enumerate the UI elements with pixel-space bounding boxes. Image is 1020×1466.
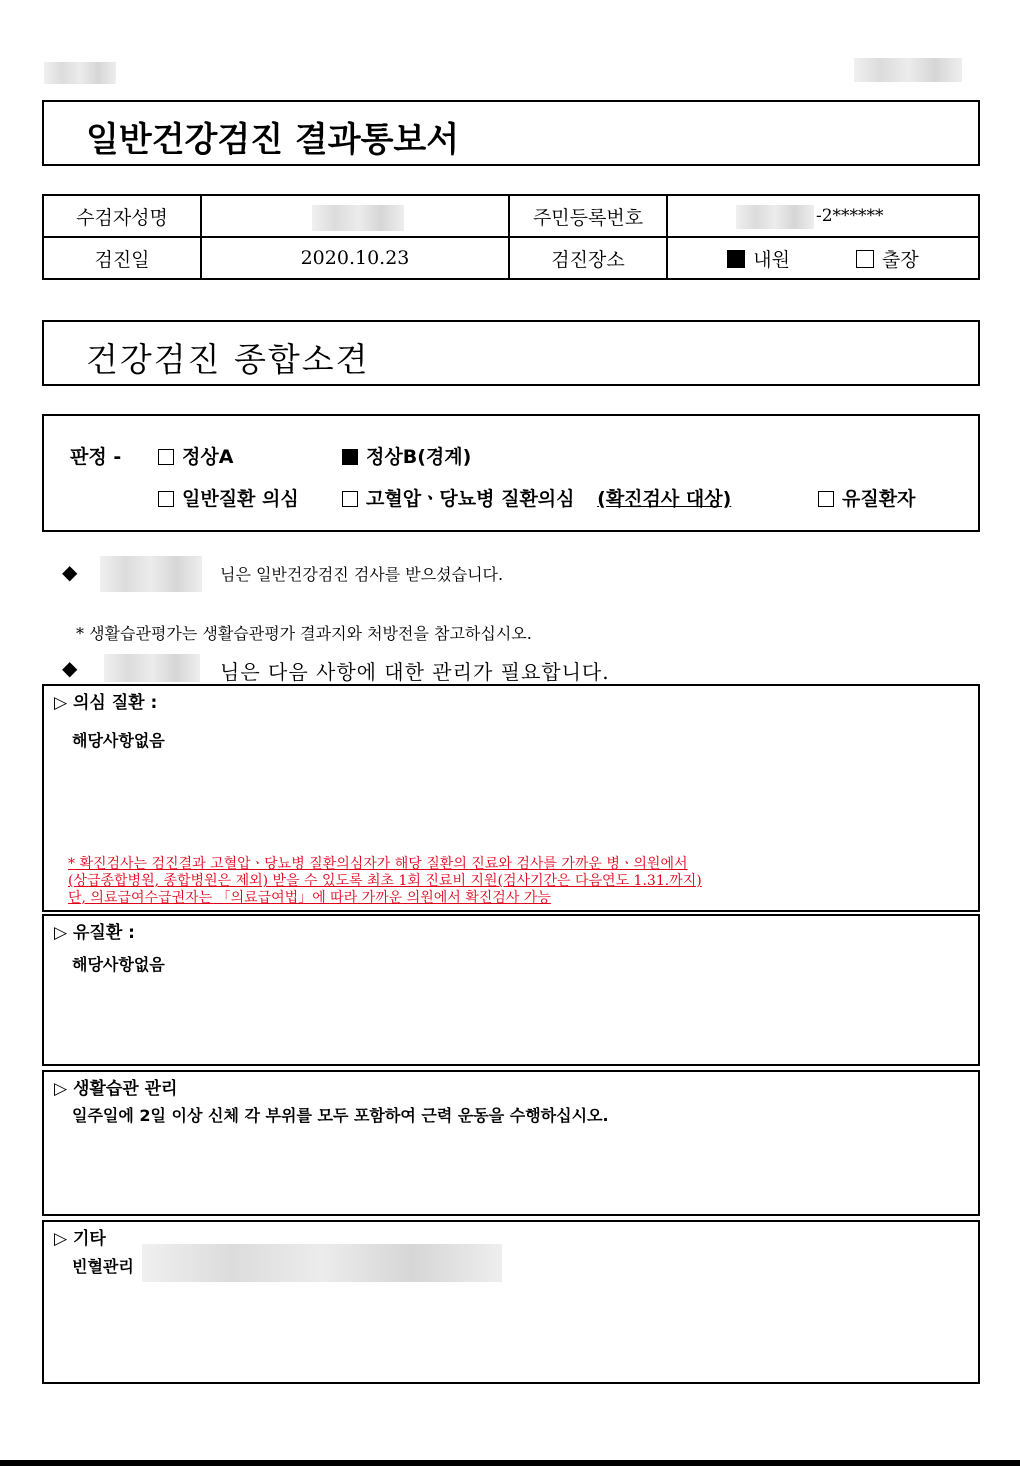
lifestyle-section xyxy=(42,1070,980,1216)
opt-normal-a xyxy=(158,442,233,469)
place-visit-label: 내원 xyxy=(753,248,790,271)
place-outside-label: 출장 xyxy=(882,248,919,271)
received-note: 님은 일반건강검진 검사를 받으셨습니다. xyxy=(220,565,504,584)
hbp-checkbox[interactable] xyxy=(342,491,358,507)
redacted-name xyxy=(312,205,404,231)
opt-hbp xyxy=(342,484,731,511)
place-label: 검진장소 xyxy=(509,237,667,279)
suspect-heading: ▷ 의심 질환 : xyxy=(54,693,158,713)
report-title: 일반건강검진 결과통보서 xyxy=(86,120,460,160)
normal-b-label: 정상B(경계) xyxy=(366,446,472,468)
diamond-bullet-1: ◆ xyxy=(62,560,78,584)
rrn-suffix: -2****** xyxy=(816,206,884,226)
redacted-name-3 xyxy=(104,654,200,682)
place-options xyxy=(667,237,979,279)
disease-heading: ▷ 유질환 : xyxy=(54,923,135,943)
judgement-box xyxy=(42,414,980,532)
management-note: 님은 다음 사항에 대한 관리가 필요합니다. xyxy=(220,660,610,684)
date-value: 2020.10.23 xyxy=(201,237,509,279)
place-outside-checkbox[interactable] xyxy=(856,250,874,268)
confirm-notice-3: 단, 의료급여수급권자는 「의료급여법」에 따라 가까운 의원에서 확진검사 가능 xyxy=(68,890,551,906)
date-label: 검진일 xyxy=(43,237,201,279)
name-label: 수검자성명 xyxy=(43,195,201,237)
confirm-label: (확진검사 대상) xyxy=(597,488,732,510)
disease-checkbox[interactable] xyxy=(818,491,834,507)
suspect-disease-section xyxy=(42,684,980,912)
patient-info-table xyxy=(42,194,980,280)
redacted-header-right xyxy=(854,58,962,82)
page-bottom-rule xyxy=(0,1460,1020,1466)
redacted-other-detail xyxy=(142,1244,502,1282)
hbp-label: 고혈압ㆍ당뇨병 질환의심 xyxy=(366,488,575,510)
general-label: 일반질환 의심 xyxy=(182,488,299,510)
other-body: 빈혈관리 xyxy=(72,1257,134,1276)
redacted-name-2 xyxy=(100,556,202,592)
lifestyle-heading: ▷ 생활습관 관리 xyxy=(54,1079,178,1099)
disease-body: 해당사항없음 xyxy=(72,955,165,974)
report-title-box xyxy=(42,100,980,166)
place-visit-checkbox[interactable] xyxy=(727,250,745,268)
other-heading: ▷ 기타 xyxy=(54,1229,106,1249)
judgement-label: 판정 - xyxy=(70,446,122,468)
opt-general xyxy=(158,484,299,511)
other-section xyxy=(42,1220,980,1384)
summary-title: 건강검진 종합소견 xyxy=(86,340,370,379)
disease-label: 유질환자 xyxy=(842,488,916,510)
normal-a-label: 정상A xyxy=(182,446,234,468)
confirm-notice-1: * 확진검사는 검진결과 고혈압ㆍ당뇨병 질환의심자가 해당 질환의 진료와 검사를 가까운 병ㆍ의원에서 xyxy=(68,856,688,872)
redacted-header-left xyxy=(44,62,116,84)
rrn-label: 주민등록번호 xyxy=(509,195,667,237)
opt-normal-b xyxy=(342,442,471,469)
lifestyle-body: 일주일에 2일 이상 신체 각 부위를 모두 포함하여 근력 운동을 수행하십시오. xyxy=(72,1106,609,1125)
rrn-value xyxy=(667,195,979,237)
general-checkbox[interactable] xyxy=(158,491,174,507)
confirm-notice-2: (상급종합병원, 종합병원은 제외) 받을 수 있도록 최초 1회 진료비 지원(검사기간은 다음연도 1.31.까지) xyxy=(68,873,702,889)
normal-a-checkbox[interactable] xyxy=(158,449,174,465)
existing-disease-section xyxy=(42,914,980,1066)
opt-disease xyxy=(818,484,915,511)
name-value xyxy=(201,195,509,237)
lifestyle-note: * 생활습관평가는 생활습관평가 결과지와 처방전을 참고하십시오. xyxy=(76,624,532,643)
suspect-body: 해당사항없음 xyxy=(72,731,165,750)
redacted-rrn xyxy=(736,205,814,229)
diamond-bullet-2: ◆ xyxy=(62,656,78,680)
summary-title-box xyxy=(42,320,980,386)
normal-b-checkbox[interactable] xyxy=(342,449,358,465)
